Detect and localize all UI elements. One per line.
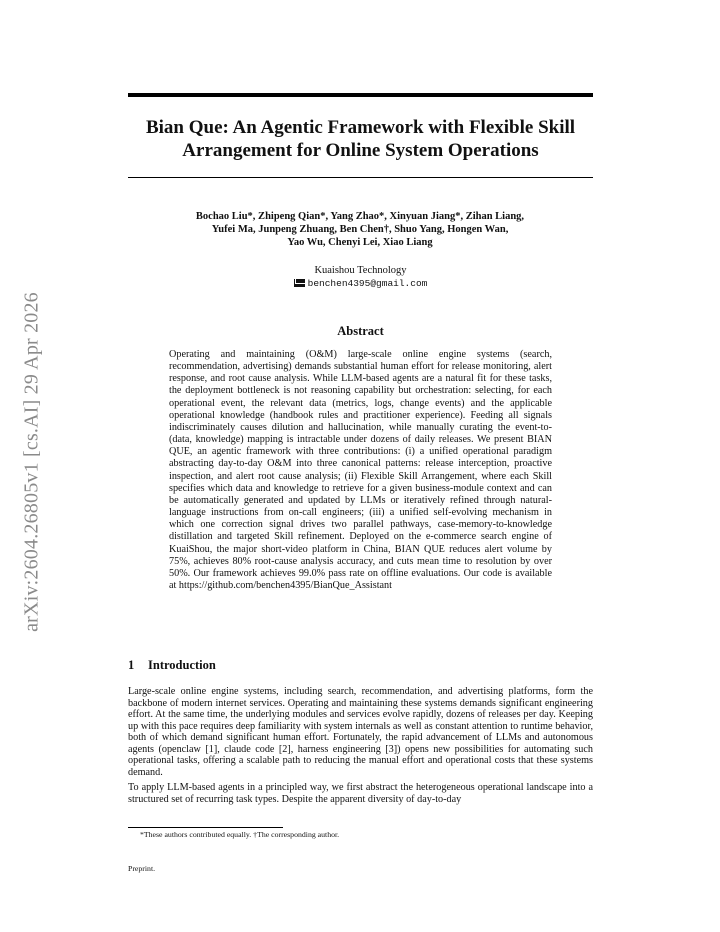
title-line-2: Arrangement for Online System Operations: [182, 140, 539, 161]
author-line-1: Bochao Liu*, Zhipeng Qian*, Yang Zhao*, Xinyuan Jiang*, Zihan Liang,: [195, 211, 525, 222]
footnote: *These authors contributed equally. †The corresponding author.: [140, 830, 340, 839]
abstract-heading: Abstract: [337, 324, 384, 338]
arxiv-identifier: arXiv:2604.26805v1 [cs.AI] 29 Apr 2026: [20, 292, 43, 632]
contact-email: [128, 277, 593, 290]
preprint-label: Preprint.: [128, 864, 156, 873]
email-address: benchen4395@gmail.com: [307, 278, 428, 289]
title-top-rule: [128, 93, 593, 97]
section-heading: [128, 658, 216, 673]
intro-paragraph-1: Large-scale online engine systems, including search, recommendation, and advertising platforms, form the backbone of modern internet services. Operating and maintaining these systems demands significant engineering effort. At the same time, the underlying modules and services evolve rapidly, dozens of releases per day. Keeping up with this pace requires deep familiarity with system internals as well as constant attention to runtime behavior, both of which demand significant human effort. Fortunately, the rapid advancement of LLMs and autonomous agents (openclaw [1], claude code [2], harness engineering [3]) opens new possibilities for automating such operational tasks, offering a scalable path to reducing the manual effort and operational costs that these systems demand.: [128, 686, 593, 778]
abstract-text: Operating and maintaining (O&M) large-scale online engine systems (search, recommendation, advertising) demands substantial human effort for release monitoring, alert response, and root cause analysis. While LLM-based agents are a natural fit for these tasks, the deployment bottleneck is not reasoning capability but orchestration: selecting, for each operational event, the relevant data (metrics, logs, change events) and the applicable operational knowledge (handbook rules and practitioner experience). Feeding all signals indiscriminately causes dilution and hallucination, while manually curating the event-to-(data, knowledge) mapping is intractable under dozens of daily releases. We present BIAN QUE, an agentic framework with three contributions: (i) a unified operational paradigm abstracting day-to-day O&M into three canonical patterns: release interception, proactive inspection, and alert root cause analysis; (ii) Flexible Skill Arrangement, where each Skill specifies which data and knowledge to retrieve for a given business-module context and can be automatically generated and updated by LLMs or iteratively refined through natural-language instructions from on-call engineers; (iii) a unified self-evolving mechanism in which one correction signal drives two parallel pathways, case-memory-to-knowledge distillation and targeted Skill refinement. Deployed on the e-commerce search engine of KuaiShou, the major short-video platform in China, BIAN QUE reduces alert volume by 75%, achieves 80% root-cause analysis accuracy, and cuts mean time to resolution by over 50%. Our framework achieves 99.0% pass rate on offline evaluations. Our code is available at https://github.com/benchen4395/BianQue_Assistant: [169, 349, 552, 591]
abstract-body: [169, 349, 552, 592]
title-bottom-rule: [128, 177, 593, 178]
envelope-icon: [294, 279, 305, 287]
introduction-body: [128, 686, 593, 809]
footnote-rule: [128, 827, 283, 828]
section-title: Introduction: [148, 658, 216, 672]
section-number: 1: [128, 658, 135, 672]
arxiv-sidebar: [18, 262, 46, 662]
title-line-1: Bian Que: An Agentic Framework with Flexible Skill: [145, 117, 576, 138]
intro-paragraph-2: To apply LLM-based agents in a principled way, we first abstract the heterogeneous operational landscape into a structured set of recurring task types. Despite the apparent diversity of day-to-day: [128, 782, 593, 805]
paper-title: [128, 116, 593, 162]
author-line-3: Yao Wu, Chenyi Lei, Xiao Liang: [287, 237, 433, 248]
author-line-2: Yufei Ma, Junpeng Zhuang, Ben Chen†, Shuo Yang, Hongen Wan,: [211, 224, 509, 235]
author-list: [150, 210, 570, 249]
affiliation: Kuaishou Technology: [314, 265, 407, 276]
